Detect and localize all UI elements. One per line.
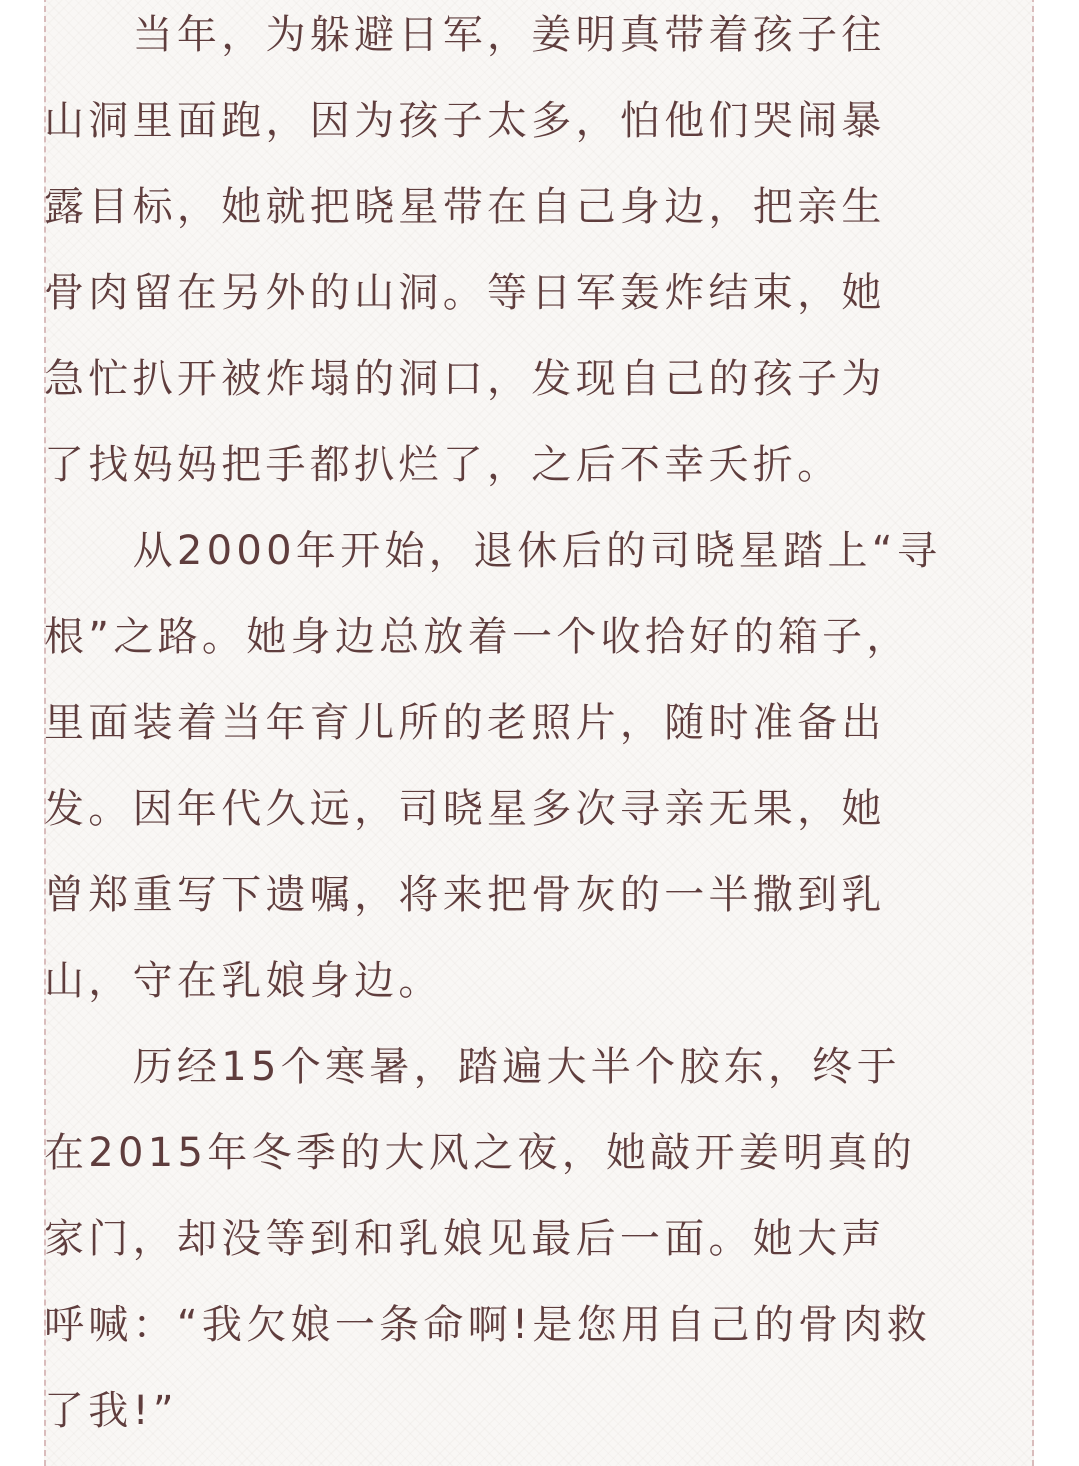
text-line: 家门，却没等到和乳娘见最后一面。她大声 [44,1216,886,1262]
text-line: 山，守在乳娘身边。 [44,958,443,1004]
text-line: 山洞里面跑，因为孩子太多，怕他们哭闹暴 [44,98,886,144]
text-line: 在2015年冬季的大风之夜，她敲开姜明真的 [44,1130,917,1176]
text-line: 当年，为躲避日军，姜明真带着孩子往 [44,12,886,58]
text-line: 曾郑重写下遗嘱，将来把骨灰的一半撒到乳 [44,872,886,918]
paragraph-2 [44,508,944,1024]
text-line: 了我!” [44,1388,178,1434]
text-line: 历经15个寒暑，踏遍大半个胶东，终于 [44,1044,901,1090]
text-line: 急忙扒开被炸塌的洞口，发现自己的孩子为 [44,356,886,402]
text-line: 根”之路。她身边总放着一个收拾好的箱子， [44,614,911,660]
paragraph-3 [44,1024,944,1454]
text-line: 骨肉留在另外的山洞。等日军轰炸结束，她 [44,270,886,316]
text-line: 里面装着当年育儿所的老照片，随时准备出 [44,700,886,746]
text-line: 发。因年代久远，司晓星多次寻亲无果，她 [44,786,886,832]
text-line: 了找妈妈把手都扒烂了，之后不幸夭折。 [44,442,842,488]
text-line: 露目标，她就把晓星带在自己身边，把亲生 [44,184,886,230]
text-line: 从2000年开始，退休后的司晓星踏上“寻 [44,528,942,574]
text-line: 呼喊：“我欠娘一条命啊!是您用自己的骨肉救 [44,1302,932,1348]
paragraph-1 [44,0,944,508]
article-body [44,0,944,1454]
